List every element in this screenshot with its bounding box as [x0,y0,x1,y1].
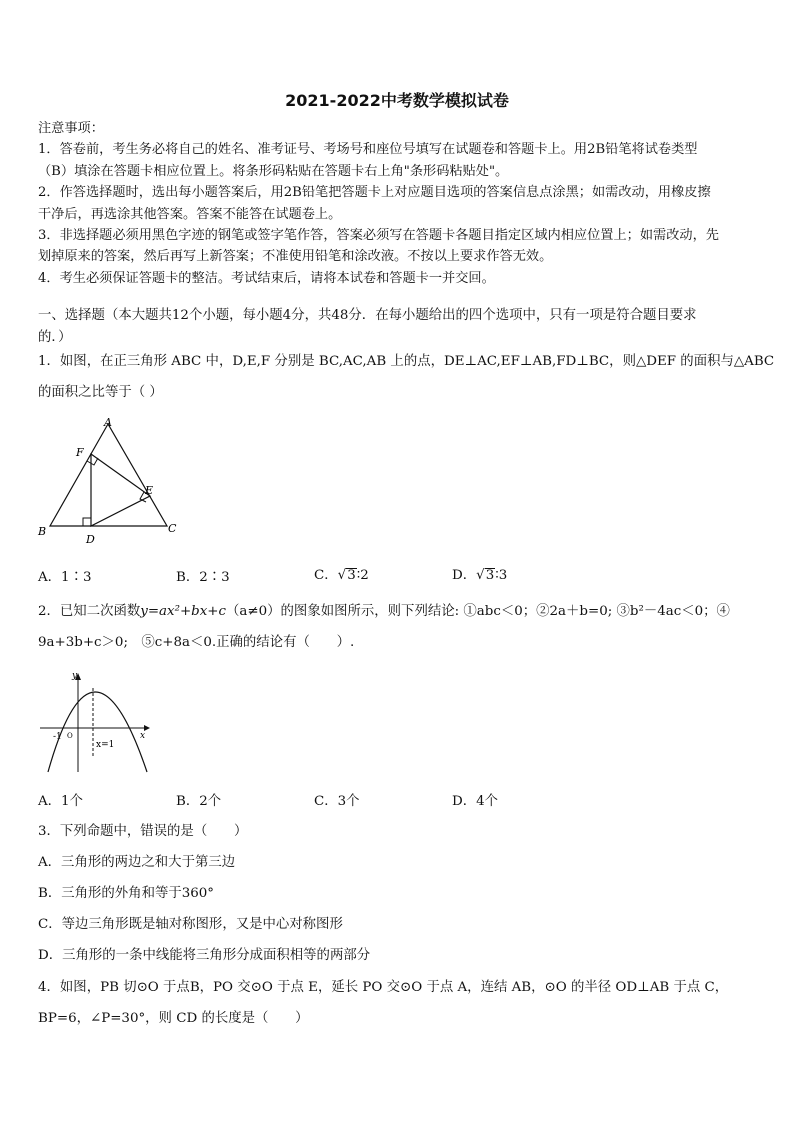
q4-stem: 4．如图，PB 切⊙O 于点B，PO 交⊙O 于点 E，延长 PO 交⊙O 于点 A，连结 AB，⊙O 的半径 OD⊥AB 于点 C， [38,980,729,995]
label-neg1: -1 [53,732,62,742]
q3-stem: 3．下列命题中，错误的是（ ） [38,824,248,839]
label-y: y [72,671,78,681]
notes-line: （B）填涂在答题卡相应位置上。将条形码粘贴在答题卡右上角"条形码粘贴处"。 [38,163,509,179]
q2-option-b[interactable]: B．2个 [176,794,222,809]
notes-line: 干净后，再选涂其他答案。答案不能答在试题卷上。 [38,206,342,222]
label-axis-eq: x=1 [96,740,115,750]
q4-stem-cont: BP=6，∠P=30°，则 CD 的长度是（ ） [38,1011,309,1026]
right-angle-mark-d [83,518,91,526]
label-d: D [86,533,95,546]
label-f: F [76,446,84,459]
notes-line: 3．非选择题必须用黑色字迹的钢笔或签字笔作答，答案必须写在答题卡各题目指定区域内相应位置上；如需改动，先 [38,228,719,244]
notes-heading: 注意事项： [38,121,104,136]
q3-option-b[interactable]: B．三角形的外角和等于360° [38,886,214,901]
sqrt-radicand: 3 [347,568,356,583]
q2-stem-cont: 9a+3b+c＞0; ⑤c+8a＜0.正确的结论有（ ）. [38,635,355,650]
notes-line: 2．作答选择题时，选出每小题答案后，用2B铅笔把答题卡上对应题目选项的答案信息点涂黑；如需改动，用橡皮擦 [38,185,711,201]
label-c: C [168,522,177,535]
label-a: A [104,416,112,429]
q2-stem [38,601,730,622]
q1-option-d-suffix: ∶3 [495,568,508,583]
q1-option-d[interactable] [452,564,507,583]
notes-line: 1．答卷前，考生务必将自己的姓名、准考证号、考场号和座位号填写在试题卷和答题卡上。用2B铅笔将试卷类型 [38,142,698,158]
q3-option-c[interactable]: C．等边三角形既是轴对称图形，又是中心对称图形 [38,917,343,932]
q1-stem: 1．如图，在正三角形 ABC 中，D,E,F 分别是 BC,AC,AB 上的点，DE⊥AC,EF⊥AB,FD⊥BC，则△DEF 的面积与△ABC [38,354,775,369]
triangle-abc [50,424,167,526]
q2-function: y=ax²+bx+c [140,604,227,619]
q1-triangle-figure [36,414,186,548]
parabola-curve [48,692,147,772]
section-heading-cont: 的．） [38,330,72,345]
q1-stem-cont: 的面积之比等于（ ） [38,385,163,400]
notes-line: 4．考生必须保证答题卡的整洁。考试结束后，请将本试卷和答题卡一并交回。 [38,270,495,286]
label-e: E [145,484,154,497]
sqrt-radicand: 3 [485,568,495,583]
label-x: x [140,731,146,741]
q1-option-a[interactable]: A．1∶3 [38,570,92,585]
q2-stem-rest: （a≠0）的图象如图所示，则下列结论: ①abc＜0；②2a＋b=0; ③b²－4ac＜0；④ [226,604,730,619]
q1-option-c[interactable] [314,564,369,583]
q2-option-a[interactable]: A．1个 [38,794,83,809]
label-b: B [38,525,47,538]
q1-option-c-prefix: C． [314,568,338,583]
page-title: 2021-2022中考数学模拟试卷 [285,91,509,110]
q1-option-c-suffix: ∶2 [356,568,369,583]
q2-option-c[interactable]: C．3个 [314,794,360,809]
q1-option-b[interactable]: B．2∶3 [176,570,230,585]
q2-option-d[interactable]: D．4个 [452,794,499,809]
triangle-def [91,454,150,526]
notes-section [38,118,758,289]
sqrt-symbol: √ [476,568,485,583]
sqrt-symbol: √ [337,568,347,583]
notes-line: 划掉原来的答案，然后再写上新答案；不准使用铅笔和涂改液。不按以上要求作答无效。 [38,249,553,265]
q2-stem-start: 2．已知二次函数 [38,604,141,619]
section-heading: 一、选择题（本大题共12个小题，每小题4分，共48分．在每小题给出的四个选项中，只有一项是符合题目要求 [38,308,697,323]
q1-option-d-prefix: D． [452,568,477,583]
label-origin: O [67,732,73,740]
q3-option-d[interactable]: D．三角形的一条中线能将三角形分成面积相等的两部分 [38,948,371,963]
q3-option-a[interactable]: A．三角形的两边之和大于第三边 [38,855,236,870]
q2-parabola-figure [36,668,152,776]
